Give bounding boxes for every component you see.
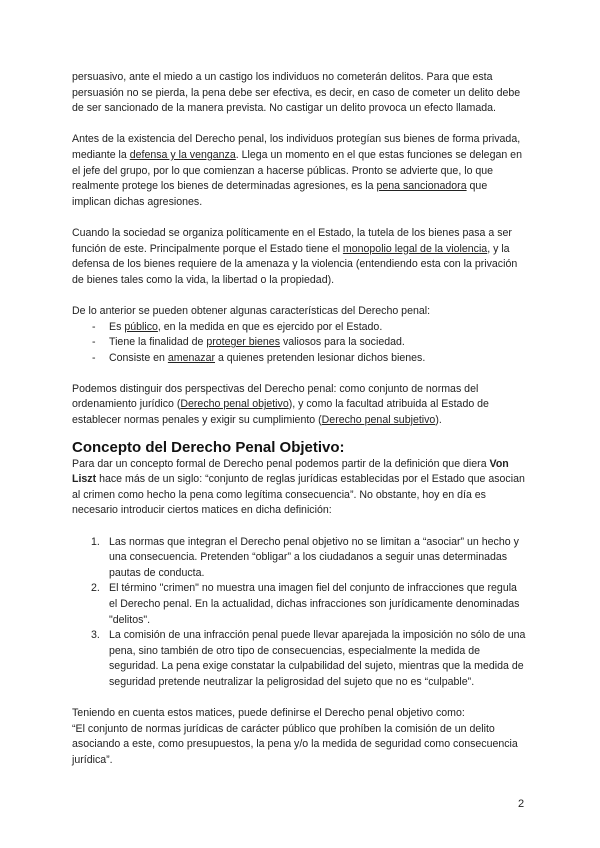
underlined-term: Derecho penal objetivo — [180, 398, 289, 411]
paragraph-state — [72, 226, 528, 288]
text-run: a quienes pretenden lesionar dichos bienes. — [215, 351, 426, 364]
text-run: Cuando la sociedad se organiza políticamente en el Estado, la tutela de los bienes pasa a ser función de este. Principalmente porque el Estado tiene el — [72, 226, 512, 255]
paragraph-definition-intro: Teniendo en cuenta estos matices, puede definirse el Derecho penal objetivo como: — [72, 707, 465, 720]
text-run: Tiene la finalidad de — [109, 336, 207, 349]
underlined-term: Derecho penal subjetivo — [321, 414, 436, 427]
section-heading: Concepto del Derecho Penal Objetivo: — [72, 438, 345, 456]
underlined-term: defensa y la venganza — [129, 148, 236, 161]
list-number: 3. — [91, 629, 100, 642]
underlined-term: público — [124, 320, 158, 333]
text-run: . Llega un momento en el que estas funciones se delegan en el jefe del grupo, por lo que comienzan a hacerse públicas. Pronto se advierte que, lo que realmente protege los bienes de determinadas agresiones, es la — [72, 148, 522, 193]
list-item-text: El término "crimen" no muestra una imagen fiel del conjunto de infracciones que regula el Derecho penal. En la actualidad, dichas infracciones son jurídicamente denominadas "delitos". — [109, 582, 520, 626]
list-item — [72, 351, 528, 367]
text-run: ). — [435, 414, 442, 427]
text-run: Podemos distinguir dos perspectivas del Derecho penal: como conjunto de normas del ordenamiento jurídico ( — [72, 382, 479, 411]
text-run: Para dar un concepto formal de Derecho penal podemos partir de la definición que diera — [72, 457, 490, 470]
paragraph-persuasion: persuasivo, ante el miedo a un castigo los individuos no cometerán delitos. Para que esta persuasión no se pierda, la pena debe ser efectiva, es decir, en caso de cometer un delito debe de ser sancionado de la manera prevista. No castigar un delito provoca un efecto llamada. — [72, 71, 521, 115]
text-run: , en la medida en que es ejercido por el Estado. — [157, 320, 383, 333]
bold-name: Von Liszt — [72, 457, 509, 486]
list-item — [72, 320, 528, 336]
underlined-term: pena sancionadora — [376, 180, 467, 193]
paragraph-characteristics-intro: De lo anterior se pueden obtener algunas características del Derecho penal: — [72, 304, 431, 317]
paragraph-perspectives — [72, 382, 528, 429]
text-run: Antes de la existencia del Derecho penal, los individuos protegían sus bienes de forma privada, mediante la — [72, 133, 521, 161]
underlined-term: amenazar — [167, 351, 215, 364]
paragraph-definition-quote: “El conjunto de normas jurídicas de carácter público que prohíben la comisión de un delito asociando a este, como presupuestos, la pena y/o la medida de seguridad como consecuencia jurídica”. — [72, 722, 518, 766]
underlined-term: proteger bienes — [206, 336, 280, 349]
list-item — [72, 628, 528, 690]
list-item-text: Las normas que integran el Derecho penal objetivo no se limitan a “asociar” un hecho y una consecuencia. Pretenden “obligar” a los ciudadanos a seguir unas determinadas pautas de conducta. — [109, 535, 519, 579]
text-run: ), y como la facultad atribuida al Estado de establecer normas penales y exigir su cumplimiento ( — [72, 398, 489, 427]
paragraph-liszt — [72, 457, 528, 519]
text-run: Consiste en — [109, 351, 168, 364]
page-content — [72, 70, 528, 769]
list-item-text: La comisión de una infracción penal puede llevar aparejada la imposición no sólo de una pena, sino también de otro tipo de consecuencias, especialmente la medida de seguridad. La pena exige constatar la culpabilidad del sujeto, mientras que la medida de seguridad pretende neutralizar la peligrosidad del sujeto que no es “culpable”. — [109, 629, 526, 688]
text-run: Es — [109, 320, 125, 333]
text-run: hace más de un siglo: “conjunto de reglas jurídicas establecidas por el Estado que asocian al crimen como hecho la pena como legítima consecuencia”. No obstante, hoy en día es necesario introducir ciertos matices en dicha definición: — [72, 473, 525, 517]
list-item — [72, 581, 528, 628]
list-number: 2. — [91, 582, 100, 595]
characteristics-list — [72, 320, 528, 367]
list-item — [72, 335, 528, 351]
text-run: que implican dichas agresiones. — [72, 180, 488, 208]
nuances-list — [72, 535, 528, 691]
list-number: 1. — [91, 535, 100, 548]
list-item — [72, 535, 528, 582]
page-number: 2 — [518, 798, 525, 810]
text-run: , y la defensa de los bienes requiere de la amenaza y la violencia (entendiendo esta con la privación de bienes tales como la vida, la libertad o la propiedad). — [72, 242, 518, 286]
text-run: valiosos para la sociedad. — [280, 336, 405, 349]
paragraph-history — [72, 132, 528, 210]
underlined-term: monopolio legal de la violencia — [342, 242, 488, 255]
